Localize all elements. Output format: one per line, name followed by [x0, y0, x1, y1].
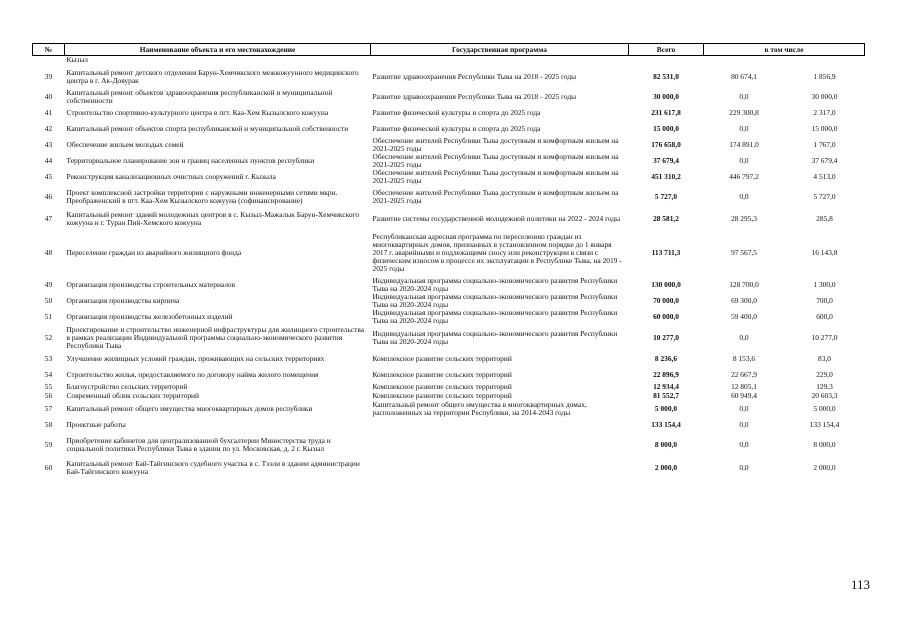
row-number: 42 [44, 123, 53, 133]
row-number: 45 [44, 171, 53, 181]
object-name: Организация производства кирпича [66, 295, 180, 305]
total-amount: 133 154,4 [651, 419, 681, 429]
row-number: 47 [44, 213, 53, 223]
program-name: Обеспечение жителей Республики Тыва доступным и комфортным жильем на 2021-2025 годы [372, 167, 619, 185]
row-number: 51 [44, 311, 53, 321]
row-number: 39 [44, 71, 53, 81]
row-number: 40 [44, 91, 53, 101]
program-name: Комплексное развитие сельских территорий [372, 391, 512, 400]
federal-amount: 22 667,9 [731, 369, 757, 379]
table-row [33, 367, 865, 383]
program-name: Комплексное развитие сельских территорий [372, 369, 512, 379]
program-name: Индивидуальная программа социально-экономического развития Республики Тыва на 2020-2024 годы [372, 275, 618, 293]
object-name: Обеспечение жильем молодых семей [66, 139, 184, 149]
federal-amount: 80 674,1 [731, 71, 757, 81]
total-amount: 5 727,0 [654, 191, 678, 201]
total-amount: 22 896,9 [653, 369, 679, 379]
row-number: 49 [44, 279, 53, 289]
row-number: 54 [44, 369, 53, 379]
total-amount: 130 000,0 [651, 279, 681, 289]
row-number: 46 [44, 191, 53, 201]
row-number: 44 [44, 155, 53, 165]
total-amount: 60 000,0 [653, 311, 679, 321]
regional-amount: 229,0 [816, 369, 833, 379]
regional-amount: 5 727,0 [813, 191, 836, 201]
federal-amount: 97 567,5 [731, 247, 757, 257]
total-amount: 15 000,0 [653, 123, 679, 133]
object-name: Проект комплексной застройки территории с наружными инженерными сетями мкрн. Преображенский в пгт. Каа-Хем Кызылского кожууна (софинансирование) [66, 187, 338, 205]
total-amount: 8 000,0 [654, 439, 678, 449]
federal-amount: 0,0 [739, 191, 749, 201]
table-row [33, 351, 865, 367]
row-number: 59 [44, 439, 53, 449]
budget-table [32, 43, 865, 479]
table-row [33, 293, 865, 309]
federal-amount: 0,0 [739, 462, 749, 472]
object-name: Строительство жилья, предоставляемого по договору найма жилого помещения [66, 369, 319, 379]
continuation-text: Кызыл [66, 55, 88, 65]
table-row [33, 65, 865, 89]
total-amount: 176 658,0 [651, 139, 681, 149]
federal-amount: 0,0 [739, 155, 749, 165]
federal-amount: 0,0 [739, 332, 749, 342]
program-name: Развитие системы государственной молодежной политики на 2022 - 2024 годы [372, 213, 621, 223]
table-row [33, 417, 865, 433]
table-row [33, 169, 865, 185]
regional-amount: 2 000,0 [813, 462, 836, 472]
regional-amount: 2 317,0 [813, 107, 836, 117]
program-name: Республиканская адресная программа по переселению граждан из многоквартирных домов, признанных в установленном порядке до 1 января 2017 г. аварийными и подлежащими сносу или реконструкции в связи с физическим износом в процессе их эксплуатации в Республике Тыва, на 2019 - 2025 годы [372, 231, 622, 273]
table-row [33, 89, 865, 105]
object-name: Капитальный ремонт зданий молодежных центров в с. Кызыл-Мажалык Барун-Хемчикского кожууна и г. Туран Пий-Хемского кожууна [66, 209, 360, 227]
regional-amount: 285,8 [816, 213, 833, 223]
table-row [33, 185, 865, 209]
table-row [33, 153, 865, 169]
regional-amount: 700,0 [816, 295, 833, 305]
table-row [33, 229, 865, 277]
object-name: Приобретение кабинетов для централизованной бухгалтерии Министерства труда и социальной политики Республики Тыва в здании по ул. Московская, д. 2 г. Кызыл [66, 435, 331, 453]
program-name [371, 433, 629, 457]
object-name: Территориальное планирование зон и границ населенных пунктов республики [66, 155, 315, 165]
federal-amount: 59 400,0 [731, 311, 757, 321]
regional-amount: 1 856,9 [813, 71, 836, 81]
table-row [33, 401, 865, 417]
total-amount: 12 934,4 [653, 382, 679, 391]
program-name: Обеспечение жителей Республики Тыва доступным и комфортным жильем на 2021-2025 годы [372, 135, 619, 153]
program-name: Развитие физической культуры и спорта до 2025 года [372, 123, 541, 133]
object-name: Переселение граждан из аварийного жилищного фонда [66, 247, 242, 257]
total-amount: 113 711,3 [651, 247, 681, 257]
regional-amount: 8 000,0 [813, 439, 836, 449]
table-row [33, 277, 865, 293]
program-name: Индивидуальная программа социально-экономического развития Республики Тыва на 2020-2024 годы [372, 307, 618, 325]
regional-amount: 133 154,4 [809, 419, 840, 429]
object-name: Капитальный ремонт объектов здравоохранения республиканской и муниципальной собственности [66, 87, 333, 105]
federal-amount: 0,0 [739, 403, 749, 413]
header-num: № [33, 44, 65, 56]
table-row [33, 209, 865, 229]
object-name: Строительство спортивно-культурного центра в пгт. Каа-Хем Кызылского кожууна [66, 107, 329, 117]
regional-amount: 20 603,3 [811, 391, 838, 400]
program-name: Индивидуальная программа социально-экономического развития Республики Тыва на 2020-2024 годы [372, 291, 618, 309]
total-amount: 37 679,4 [653, 155, 679, 165]
program-name: Обеспечение жителей Республики Тыва доступным и комфортным жильем на 2021-2025 годы [372, 187, 619, 205]
total-amount: 8 236,6 [654, 353, 678, 363]
regional-amount: 37 679,4 [811, 155, 838, 165]
regional-amount: 83,0 [818, 353, 831, 363]
total-amount: 231 617,8 [651, 107, 681, 117]
row-number: 53 [44, 353, 53, 363]
row-number: 52 [44, 332, 53, 342]
program-name: Комплексное развитие сельских территорий [372, 382, 512, 391]
program-name: Обеспечение жителей Республики Тыва доступным и комфортным жильем на 2021-2025 годы [372, 151, 619, 169]
table-row [33, 105, 865, 121]
total-amount: 451 310,2 [651, 171, 681, 181]
regional-amount: 15 000,0 [811, 123, 838, 133]
regional-amount: 1 767,0 [813, 139, 836, 149]
regional-amount: 4 513,0 [813, 171, 836, 181]
total-amount: 5 000,0 [654, 403, 678, 413]
total-amount: 30 000,0 [653, 91, 679, 101]
table-row [33, 457, 865, 479]
federal-amount: 8 153,6 [732, 353, 756, 363]
document-page [32, 43, 864, 479]
regional-amount: 1 300,0 [813, 279, 836, 289]
total-amount: 10 277,0 [653, 332, 679, 342]
total-amount: 81 552,7 [653, 391, 679, 400]
header-name: Наименование объекта и его местонахождение [65, 44, 371, 56]
row-number: 50 [44, 295, 53, 305]
object-name: Организация производства строительных материалов [66, 279, 236, 289]
row-number: 60 [44, 462, 53, 472]
table-row [33, 433, 865, 457]
table-header-row [33, 44, 865, 56]
federal-amount: 0,0 [739, 419, 749, 429]
total-amount: 28 581,2 [653, 213, 679, 223]
page-number: 113 [851, 577, 871, 592]
object-name: Благоустройство сельских территорий [66, 382, 188, 391]
federal-amount: 0,0 [739, 123, 749, 133]
federal-amount: 28 295,3 [731, 213, 757, 223]
regional-amount: 10 277,0 [811, 332, 838, 342]
regional-amount: 5 000,0 [813, 403, 836, 413]
total-amount: 70 000,0 [653, 295, 679, 305]
object-name: Проектные работы [66, 419, 126, 429]
row-number: 55 [44, 382, 53, 391]
program-name: Развитие здравоохранения Республики Тыва на 2018 - 2025 годы [372, 71, 577, 81]
total-amount: 82 531,0 [653, 71, 679, 81]
regional-amount: 16 143,8 [811, 247, 838, 257]
object-name: Капитальный ремонт Бай-Тайгинского судебного участка в с. Тээли в здании администрации Бай-Тайгинского кожууна [66, 458, 360, 476]
row-number: 43 [44, 139, 53, 149]
table-row [33, 309, 865, 325]
federal-amount: 12 805,1 [731, 382, 757, 391]
object-name: Организация производства железобетонных изделий [66, 311, 233, 321]
object-name: Современный облик сельских территорий [66, 391, 199, 400]
federal-amount: 0,0 [739, 439, 749, 449]
header-program: Государственная программа [371, 44, 629, 56]
header-incl: в том числе [704, 44, 865, 56]
program-name: Капитальный ремонт общего имущества в многоквартирных домах, расположенных на территории Республики, на 2014-2043 годы [372, 399, 587, 417]
row-number: 48 [44, 247, 53, 257]
program-name [371, 417, 629, 433]
table-row [33, 325, 865, 351]
row-number: 56 [44, 391, 53, 400]
header-total: Всего [629, 44, 704, 56]
program-name: Индивидуальная программа социально-экономического развития Республики Тыва на 2020-2024 годы [372, 328, 618, 346]
object-name: Капитальный ремонт объектов спорта республиканской и муниципальной собственности [66, 123, 349, 133]
total-amount: 2 000,0 [654, 462, 678, 472]
program-name [371, 457, 629, 479]
federal-amount: 446 797,2 [729, 171, 759, 181]
federal-amount: 229 300,8 [729, 107, 759, 117]
federal-amount: 60 949,4 [731, 391, 757, 400]
table-row [33, 121, 865, 137]
row-number: 57 [44, 403, 53, 413]
federal-amount: 69 300,0 [731, 295, 757, 305]
object-name: Проектирование и строительство инженерной инфраструктуры для жилищного строительства в рамках реализации Индивидуальной программы социально-экономического развития Республики Тыва [66, 324, 364, 350]
program-name: Развитие здравоохранения Республики Тыва на 2018 - 2025 годы [372, 91, 577, 101]
federal-amount: 0,0 [739, 91, 749, 101]
program-name: Развитие физической культуры и спорта до 2025 года [372, 107, 541, 117]
continuation-row [33, 56, 865, 65]
regional-amount: 30 000,0 [811, 91, 838, 101]
object-name: Капитальный ремонт общего имущества многоквартирных домов республики [66, 403, 313, 413]
regional-amount: 129,3 [816, 382, 833, 391]
object-name: Капитальный ремонт детского отделения Барун-Хемчикского межкожуунного медицинского центра в г. Ак-Довурак [66, 67, 359, 85]
row-number: 41 [44, 107, 53, 117]
federal-amount: 174 891,0 [729, 139, 759, 149]
regional-amount: 600,0 [816, 311, 833, 321]
object-name: Улучшение жилищных условий граждан, проживающих на сельских территориях [66, 353, 325, 363]
table-row [33, 137, 865, 153]
federal-amount: 128 700,0 [729, 279, 759, 289]
object-name: Реконструкция канализационных очистных сооружений г. Кызыла [66, 171, 276, 181]
row-number: 58 [44, 419, 53, 429]
program-name: Комплексное развитие сельских территорий [372, 353, 512, 363]
